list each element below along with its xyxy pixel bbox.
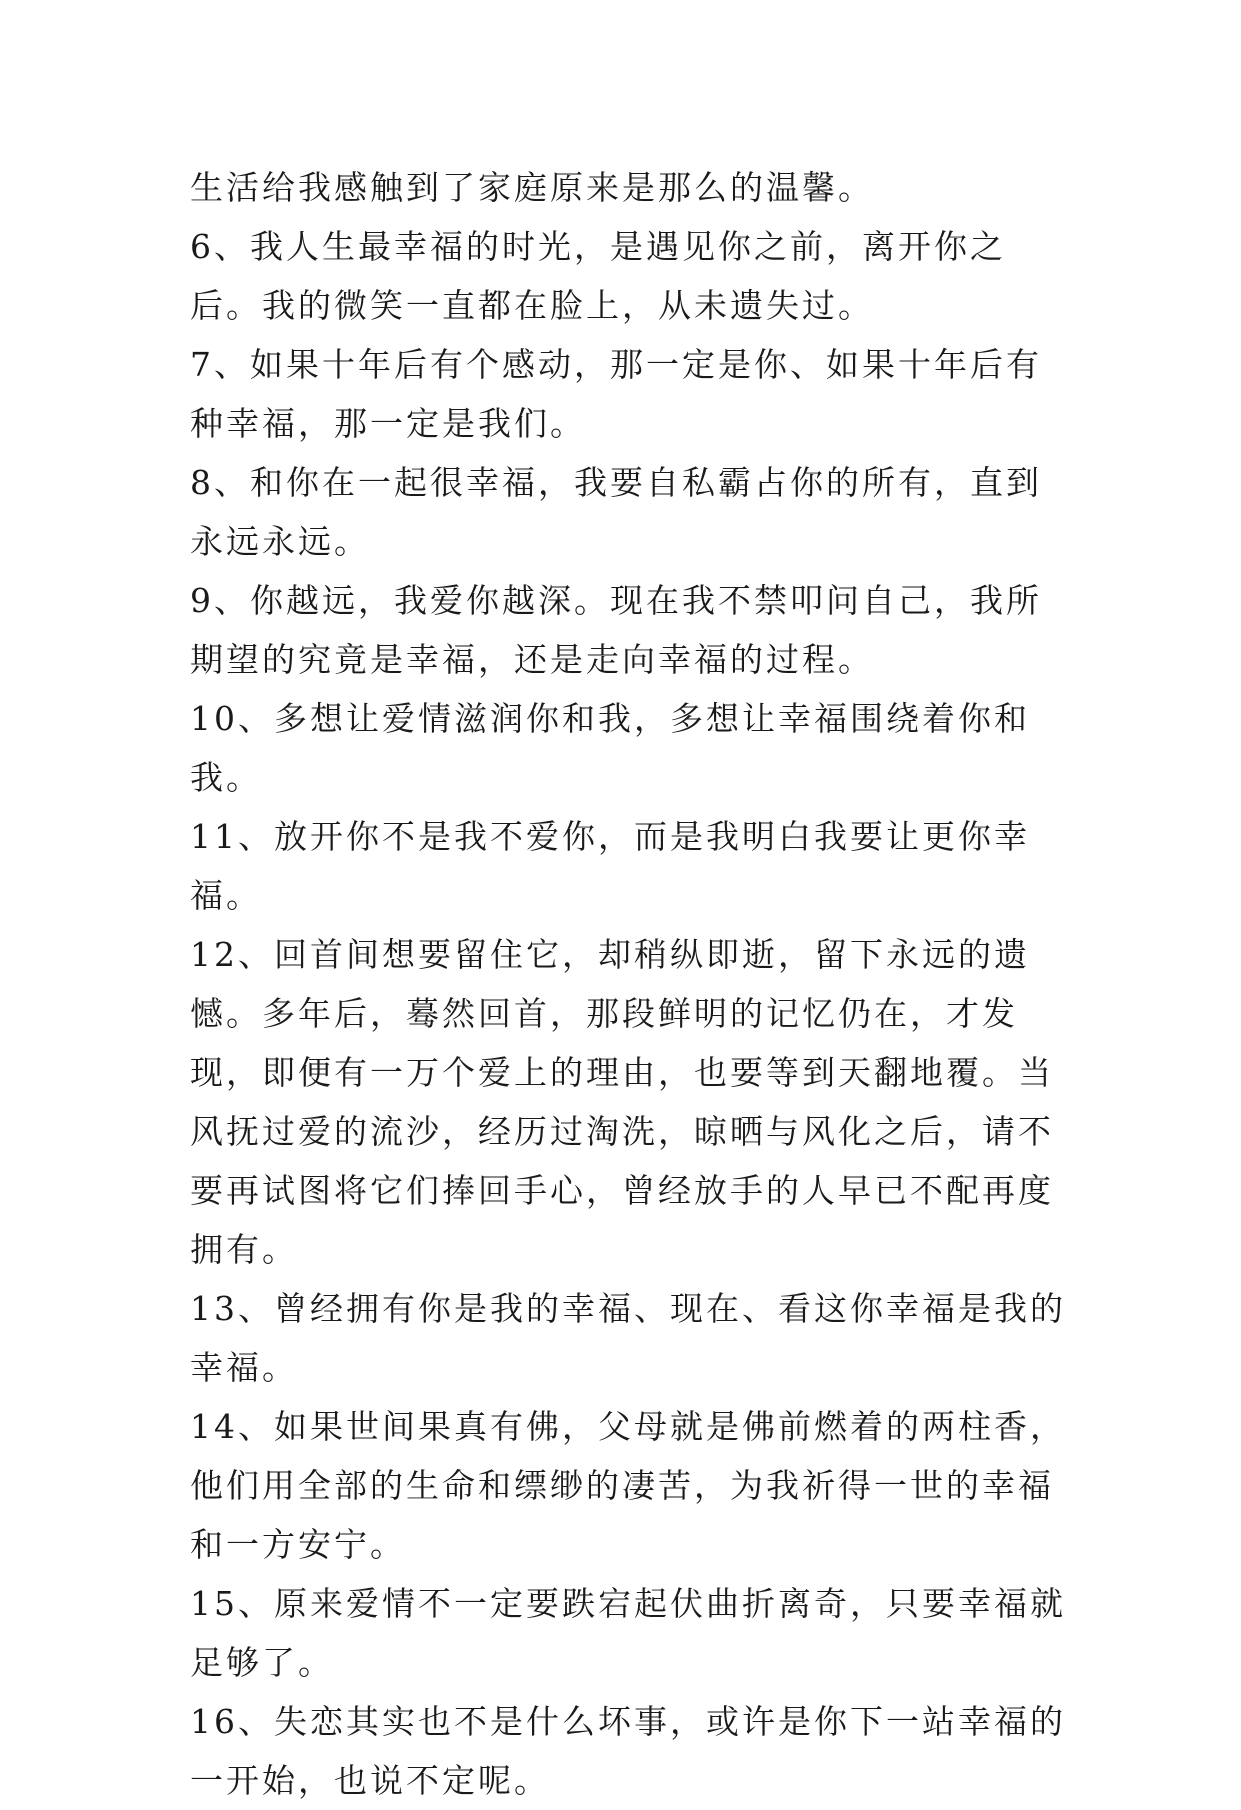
paragraph: 10、多想让爱情滋润你和我，多想让幸福围绕着你和我。: [190, 699, 1030, 797]
paragraph: 14、如果世间果真有佛，父母就是佛前燃着的两柱香，他们用全部的生命和缥缈的凄苦，为我祈得一世的幸福和一方安宁。: [190, 1407, 1066, 1564]
paragraph: 8、和你在一起很幸福，我要自私霸占你的所有，直到永远永远。: [190, 463, 1042, 561]
paragraph: 13、曾经拥有你是我的幸福、现在、看这你幸福是我的幸福。: [190, 1289, 1066, 1387]
paragraph: 11、放开你不是我不爱你，而是我明白我要让更你幸福。: [190, 817, 1030, 915]
paragraph: 9、你越远，我爱你越深。现在我不禁叩问自己，我所期望的究竟是幸福，还是走向幸福的过程。: [190, 581, 1042, 679]
paragraph: 12、回首间想要留住它，却稍纵即逝，留下永远的遗憾。多年后，蓦然回首，那段鲜明的记忆仍在，才发现，即便有一万个爱上的理由，也要等到天翻地覆。当风抚过爱的流沙，经历过淘洗，晾晒与风化之后，请不要再试图将它们捧回手心，曾经放手的人早已不配再度拥有。: [190, 935, 1054, 1269]
paragraph: 生活给我感触到了家庭原来是那么的温馨。: [190, 168, 874, 207]
paragraph: 16、失恋其实也不是什么坏事，或许是你下一站幸福的一开始，也说不定呢。: [190, 1702, 1066, 1800]
paragraph: 7、如果十年后有个感动，那一定是你、如果十年后有种幸福，那一定是我们。: [190, 345, 1042, 443]
body-text: [190, 158, 1070, 1810]
paragraph: 15、原来爱情不一定要跌宕起伏曲折离奇，只要幸福就足够了。: [190, 1584, 1066, 1682]
paragraph: 6、我人生最幸福的时光，是遇见你之前，离开你之后。我的微笑一直都在脸上，从未遗失过。: [190, 227, 1006, 325]
